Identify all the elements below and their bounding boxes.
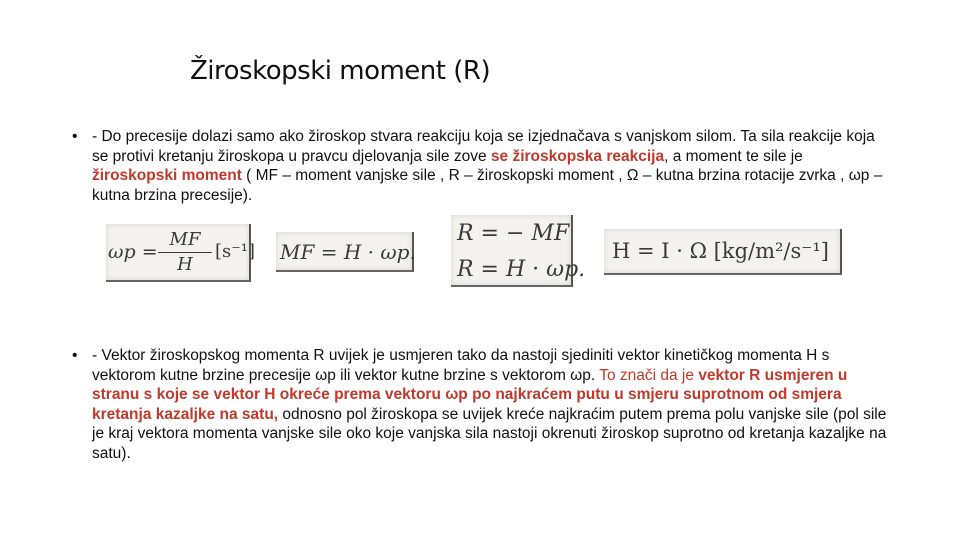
formula-text: MF = H · ωp.	[280, 240, 416, 264]
bullet-text	[72, 346, 892, 463]
text-segment: ( MF – moment vanjske sile , R – žiroskopski moment , Ω – kutna brzina rotacije zvrka , ωp – kutna brzina precesije).	[92, 167, 883, 204]
text-segment: odnosno pol žiroskopa se uvijek kreće najkraćim putem prema polu vanjske sile (pol sile je kraj vektora momenta vanjske sile oko koje vanjska sila nastoji okrenuti žiroskop suprotno od kretanja kazaljke na satu).	[92, 405, 887, 462]
text-segment: - Do precesije dolazi samo ako žiroskop stvara reakciju koja se izjednačava s vanjskom silom. Ta sila reakcije koja se protivi kretanju žiroskopa u pravcu djelovanja sile zove	[92, 128, 875, 165]
highlight-intro: To znači da je	[599, 366, 699, 384]
text-segment: , a moment te sile je	[664, 147, 803, 165]
formula-text: H = I · Ω [kg/m²/s⁻¹]	[612, 239, 829, 263]
formula-angular-momentum	[604, 229, 842, 275]
highlight-gyro-reaction: se žiroskopska reakcija	[490, 147, 665, 165]
formula-line-1: R = − MF	[457, 221, 570, 246]
formula-moment	[276, 232, 414, 272]
slide-title: Žiroskopski moment (R)	[190, 56, 491, 86]
highlight-gyro-moment: žiroskopski moment	[92, 167, 242, 184]
formula-unit: [s⁻¹]	[215, 241, 255, 262]
fraction-numerator: MF	[169, 229, 201, 250]
bullet-vector-direction	[72, 346, 892, 463]
bullet-precession	[72, 127, 892, 205]
fraction	[158, 230, 212, 275]
fraction-denominator: H	[177, 254, 193, 275]
formula-lhs: ωp =	[108, 241, 158, 263]
fraction-bar	[158, 252, 212, 253]
formula-gyro-moment	[451, 215, 586, 287]
formula-precession-rate	[106, 224, 255, 282]
highlight-vector-rule: vektor R usmjeren u stranu s koje se vektor H okreće prema vektoru ωp po najkraćem putu u smjeru suprotnom od smjera kretanja kazaljke na satu,	[92, 366, 848, 423]
formula-line-2: R = H · ωp.	[457, 257, 586, 282]
bullet-marker: •	[72, 347, 78, 364]
text-segment: - Vektor žiroskopskog momenta R uvijek je usmjeren tako da nastoji sjediniti vektor kinetičkog momenta H s vektorom kutne brzine precesije ωp ili vektor kutne brzine s vektorom ωp.	[92, 347, 830, 384]
bullet-text	[72, 127, 892, 205]
bullet-marker: •	[72, 128, 78, 145]
